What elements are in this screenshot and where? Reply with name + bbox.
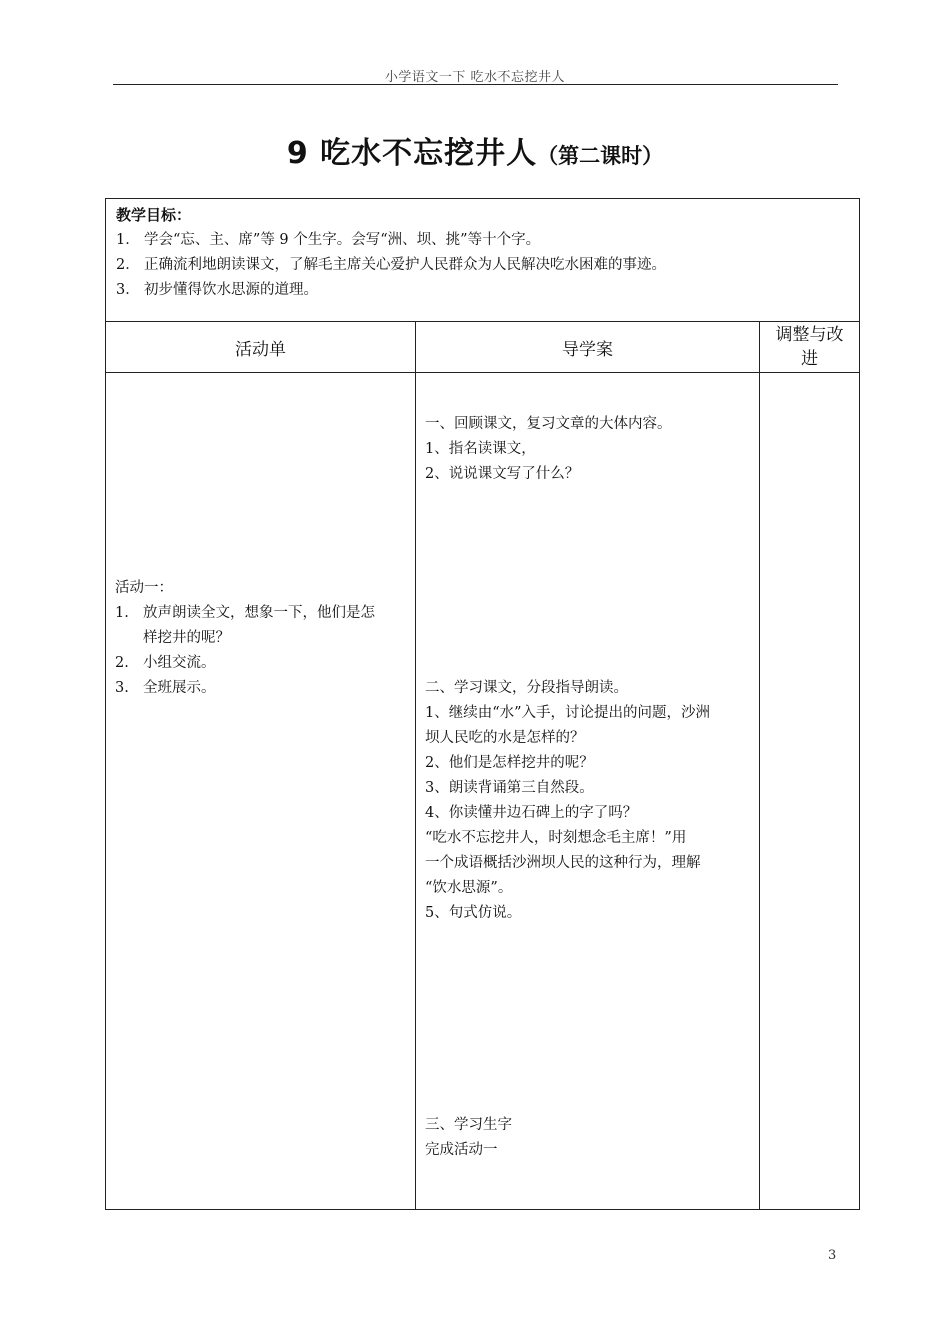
guide-line: 完成活动一 — [425, 1142, 498, 1158]
guide-line: 一个成语概括沙洲坝人民的这种行为，理解 — [425, 855, 701, 871]
guide-section-title: 二、学习课文，分段指导朗读。 — [425, 680, 628, 696]
table-row-divider — [106, 372, 859, 373]
title-sub: （第二课时） — [537, 144, 664, 168]
header-rule — [113, 84, 838, 85]
guide-section-title: 三、学习生字 — [425, 1117, 512, 1133]
objective-item: 2． 正确流利地朗读课文，了解毛主席关心爱护人民群众为人民解决吃水困难的事迹。 — [116, 257, 666, 273]
guide-line: 2、说说课文写了什么？ — [425, 466, 580, 482]
guide-line: “饮水思源”。 — [425, 880, 513, 896]
activity-cell — [115, 576, 410, 701]
lesson-table — [105, 198, 860, 1210]
guide-line: 5、句式仿说。 — [425, 905, 522, 921]
guide-section-review — [425, 412, 757, 487]
objective-item: 1． 学会“忘、主、席”等 9 个生字。会写“洲、坝、挑”等十个字。 — [116, 232, 541, 248]
objectives-heading: 教学目标： — [116, 206, 192, 224]
guide-line: 3、朗读背诵第三自然段。 — [425, 780, 594, 796]
guide-line: “吃水不忘挖井人，时刻想念毛主席！”用 — [425, 830, 687, 846]
objectives-section — [116, 203, 666, 303]
column-header-guide: 导学案 — [562, 339, 613, 360]
objective-item: 3． 初步懂得饮水思源的道理。 — [116, 282, 318, 298]
activity-item-continued: 样挖井的呢？ — [143, 630, 230, 646]
guide-line: 2、他们是怎样挖井的呢？ — [425, 755, 594, 771]
page-title — [0, 128, 950, 172]
column-header-activity: 活动单 — [235, 339, 286, 360]
guide-line: 4、你读懂井边石碑上的字了吗？ — [425, 805, 638, 821]
title-main: 9 吃水不忘挖井人 — [286, 136, 538, 171]
page-number: 3 — [828, 1248, 837, 1263]
guide-section-characters — [425, 1113, 757, 1163]
guide-section-title: 一、回顾课文，复习文章的大体内容。 — [425, 416, 672, 432]
header-text: 小学语文一下 吃水不忘挖井人 — [384, 70, 566, 85]
activity-item: 1. 放声朗读全文，想象一下，他们是怎 — [115, 605, 375, 621]
activity-title: 活动一： — [115, 580, 173, 596]
activity-item: 3. 全班展示。 — [115, 680, 216, 696]
guide-section-study — [425, 676, 757, 926]
table-col-divider — [415, 321, 416, 1209]
activity-item: 2. 小组交流。 — [115, 655, 216, 671]
guide-line: 1、继续由“水”入手，讨论提出的问题，沙洲 — [425, 705, 711, 721]
column-header-adjust: 调整与改 进 — [775, 325, 844, 369]
table-col-divider — [759, 321, 760, 1209]
guide-line: 坝人民吃的水是怎样的？ — [425, 730, 585, 746]
guide-line: 1、指名读课文， — [425, 441, 536, 457]
